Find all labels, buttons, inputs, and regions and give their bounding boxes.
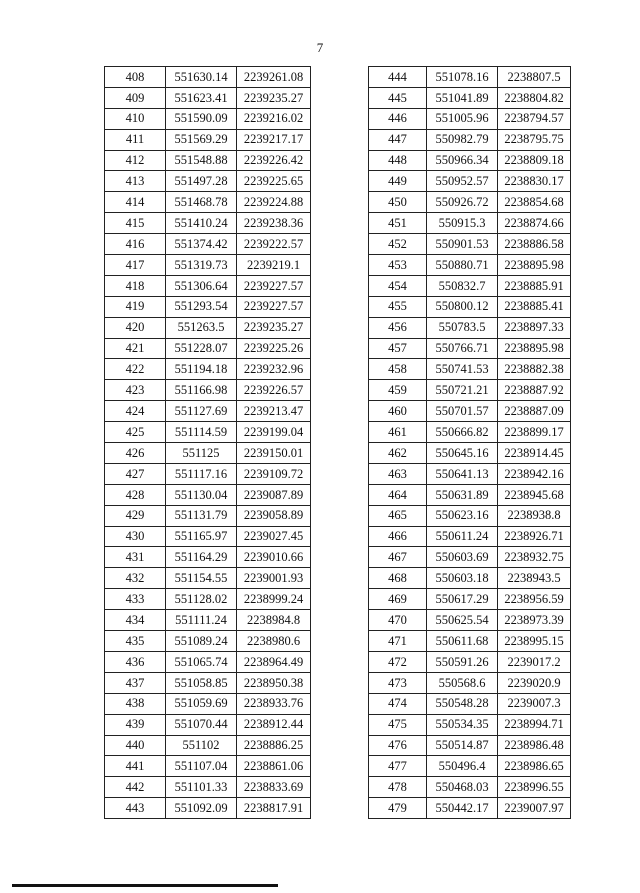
x-coordinate-cell: 551630.14: [166, 67, 237, 88]
point-number-cell: 428: [105, 484, 166, 505]
table-row: [105, 234, 311, 255]
table-row: [105, 338, 311, 359]
y-coordinate-cell: 2239087.89: [237, 484, 311, 505]
table-row: [369, 735, 571, 756]
x-coordinate-cell: 550468.03: [427, 777, 498, 798]
table-row: [105, 672, 311, 693]
x-coordinate-cell: 550611.24: [427, 526, 498, 547]
table-row: [369, 67, 571, 88]
point-number-cell: 429: [105, 505, 166, 526]
point-number-cell: 422: [105, 359, 166, 380]
x-coordinate-cell: 551154.55: [166, 568, 237, 589]
y-coordinate-cell: 2238833.69: [237, 777, 311, 798]
point-number-cell: 437: [105, 672, 166, 693]
table-row: [105, 443, 311, 464]
x-coordinate-cell: 551590.09: [166, 108, 237, 129]
y-coordinate-cell: 2238804.82: [498, 87, 571, 108]
table-row: [369, 693, 571, 714]
y-coordinate-cell: 2239020.9: [498, 672, 571, 693]
x-coordinate-cell: 551165.97: [166, 526, 237, 547]
x-coordinate-cell: 550783.5: [427, 317, 498, 338]
y-coordinate-cell: 2238794.57: [498, 108, 571, 129]
x-coordinate-cell: 550623.16: [427, 505, 498, 526]
point-number-cell: 447: [369, 129, 427, 150]
y-coordinate-cell: 2238980.6: [237, 631, 311, 652]
table-row: [105, 422, 311, 443]
point-number-cell: 459: [369, 380, 427, 401]
point-number-cell: 455: [369, 296, 427, 317]
x-coordinate-cell: 551101.33: [166, 777, 237, 798]
table-row: [105, 589, 311, 610]
y-coordinate-cell: 2238874.66: [498, 213, 571, 234]
point-number-cell: 477: [369, 756, 427, 777]
coordinates-table-left: [104, 66, 311, 819]
y-coordinate-cell: 2238886.58: [498, 234, 571, 255]
x-coordinate-cell: 551125: [166, 443, 237, 464]
table-row: [369, 87, 571, 108]
point-number-cell: 466: [369, 526, 427, 547]
y-coordinate-cell: 2239007.3: [498, 693, 571, 714]
y-coordinate-cell: 2238956.59: [498, 589, 571, 610]
point-number-cell: 420: [105, 317, 166, 338]
table-row: [105, 651, 311, 672]
point-number-cell: 430: [105, 526, 166, 547]
x-coordinate-cell: 551468.78: [166, 192, 237, 213]
x-coordinate-cell: 551127.69: [166, 401, 237, 422]
y-coordinate-cell: 2238914.45: [498, 443, 571, 464]
table-row: [105, 798, 311, 819]
point-number-cell: 471: [369, 631, 427, 652]
table-row: [369, 296, 571, 317]
table-row: [369, 129, 571, 150]
table-row: [105, 108, 311, 129]
y-coordinate-cell: 2238933.76: [237, 693, 311, 714]
y-coordinate-cell: 2239222.57: [237, 234, 311, 255]
point-number-cell: 411: [105, 129, 166, 150]
point-number-cell: 463: [369, 463, 427, 484]
y-coordinate-cell: 2238950.38: [237, 672, 311, 693]
point-number-cell: 417: [105, 255, 166, 276]
point-number-cell: 443: [105, 798, 166, 819]
y-coordinate-cell: 2238897.33: [498, 317, 571, 338]
y-coordinate-cell: 2239238.36: [237, 213, 311, 234]
x-coordinate-cell: 550631.89: [427, 484, 498, 505]
y-coordinate-cell: 2238995.15: [498, 631, 571, 652]
table-row: [369, 568, 571, 589]
point-number-cell: 479: [369, 798, 427, 819]
table-row: [369, 672, 571, 693]
table-row: [369, 108, 571, 129]
y-coordinate-cell: 2238887.09: [498, 401, 571, 422]
x-coordinate-cell: 550645.16: [427, 443, 498, 464]
point-number-cell: 432: [105, 568, 166, 589]
table-row: [369, 526, 571, 547]
point-number-cell: 453: [369, 255, 427, 276]
x-coordinate-cell: 551058.85: [166, 672, 237, 693]
point-number-cell: 456: [369, 317, 427, 338]
y-coordinate-cell: 2238973.39: [498, 610, 571, 631]
x-coordinate-cell: 550832.7: [427, 275, 498, 296]
x-coordinate-cell: 550603.69: [427, 547, 498, 568]
point-number-cell: 441: [105, 756, 166, 777]
point-number-cell: 452: [369, 234, 427, 255]
point-number-cell: 474: [369, 693, 427, 714]
x-coordinate-cell: 550741.53: [427, 359, 498, 380]
table-row: [369, 798, 571, 819]
x-coordinate-cell: 550800.12: [427, 296, 498, 317]
y-coordinate-cell: 2239235.27: [237, 87, 311, 108]
y-coordinate-cell: 2239225.26: [237, 338, 311, 359]
point-number-cell: 451: [369, 213, 427, 234]
y-coordinate-cell: 2239216.02: [237, 108, 311, 129]
point-number-cell: 412: [105, 150, 166, 171]
table-row: [105, 275, 311, 296]
point-number-cell: 435: [105, 631, 166, 652]
table-row: [369, 589, 571, 610]
x-coordinate-cell: 551078.16: [427, 67, 498, 88]
table-row: [105, 317, 311, 338]
point-number-cell: 445: [369, 87, 427, 108]
x-coordinate-cell: 551107.04: [166, 756, 237, 777]
table-row: [105, 463, 311, 484]
point-number-cell: 464: [369, 484, 427, 505]
y-coordinate-cell: 2238885.91: [498, 275, 571, 296]
point-number-cell: 408: [105, 67, 166, 88]
y-coordinate-cell: 2238885.41: [498, 296, 571, 317]
y-coordinate-cell: 2238984.8: [237, 610, 311, 631]
point-number-cell: 478: [369, 777, 427, 798]
x-coordinate-cell: 551130.04: [166, 484, 237, 505]
point-number-cell: 410: [105, 108, 166, 129]
table-body-left: [105, 67, 311, 819]
y-coordinate-cell: 2239017.2: [498, 651, 571, 672]
y-coordinate-cell: 2238809.18: [498, 150, 571, 171]
y-coordinate-cell: 2238994.71: [498, 714, 571, 735]
table-row: [369, 171, 571, 192]
y-coordinate-cell: 2238999.24: [237, 589, 311, 610]
x-coordinate-cell: 550442.17: [427, 798, 498, 819]
y-coordinate-cell: 2238882.38: [498, 359, 571, 380]
x-coordinate-cell: 550766.71: [427, 338, 498, 359]
x-coordinate-cell: 550721.21: [427, 380, 498, 401]
point-number-cell: 421: [105, 338, 166, 359]
table-row: [369, 547, 571, 568]
x-coordinate-cell: 550701.57: [427, 401, 498, 422]
x-coordinate-cell: 551059.69: [166, 693, 237, 714]
y-coordinate-cell: 2239199.04: [237, 422, 311, 443]
table-row: [369, 192, 571, 213]
point-number-cell: 442: [105, 777, 166, 798]
point-number-cell: 434: [105, 610, 166, 631]
x-coordinate-cell: 551117.16: [166, 463, 237, 484]
table-row: [369, 505, 571, 526]
point-number-cell: 454: [369, 275, 427, 296]
y-coordinate-cell: 2238895.98: [498, 338, 571, 359]
x-coordinate-cell: 551102: [166, 735, 237, 756]
y-coordinate-cell: 2238912.44: [237, 714, 311, 735]
y-coordinate-cell: 2239224.88: [237, 192, 311, 213]
y-coordinate-cell: 2238830.17: [498, 171, 571, 192]
x-coordinate-cell: 550603.18: [427, 568, 498, 589]
x-coordinate-cell: 550611.68: [427, 631, 498, 652]
point-number-cell: 419: [105, 296, 166, 317]
table-row: [369, 631, 571, 652]
y-coordinate-cell: 2239225.65: [237, 171, 311, 192]
y-coordinate-cell: 2239010.66: [237, 547, 311, 568]
x-coordinate-cell: 550952.57: [427, 171, 498, 192]
x-coordinate-cell: 550926.72: [427, 192, 498, 213]
table-row: [105, 359, 311, 380]
point-number-cell: 439: [105, 714, 166, 735]
y-coordinate-cell: 2238938.8: [498, 505, 571, 526]
point-number-cell: 415: [105, 213, 166, 234]
x-coordinate-cell: 551092.09: [166, 798, 237, 819]
x-coordinate-cell: 551548.88: [166, 150, 237, 171]
x-coordinate-cell: 550880.71: [427, 255, 498, 276]
y-coordinate-cell: 2238886.25: [237, 735, 311, 756]
table-row: [369, 610, 571, 631]
x-coordinate-cell: 550966.34: [427, 150, 498, 171]
point-number-cell: 465: [369, 505, 427, 526]
table-body-right: [369, 67, 571, 819]
table-row: [369, 317, 571, 338]
x-coordinate-cell: 550641.13: [427, 463, 498, 484]
point-number-cell: 448: [369, 150, 427, 171]
table-row: [105, 735, 311, 756]
point-number-cell: 423: [105, 380, 166, 401]
point-number-cell: 427: [105, 463, 166, 484]
table-row: [369, 443, 571, 464]
table-row: [105, 568, 311, 589]
table-row: [105, 87, 311, 108]
y-coordinate-cell: 2239226.42: [237, 150, 311, 171]
point-number-cell: 460: [369, 401, 427, 422]
table-row: [105, 213, 311, 234]
point-number-cell: 475: [369, 714, 427, 735]
table-row: [105, 693, 311, 714]
point-number-cell: 431: [105, 547, 166, 568]
table-row: [369, 275, 571, 296]
x-coordinate-cell: 550591.26: [427, 651, 498, 672]
point-number-cell: 462: [369, 443, 427, 464]
point-number-cell: 438: [105, 693, 166, 714]
table-row: [105, 547, 311, 568]
y-coordinate-cell: 2238887.92: [498, 380, 571, 401]
table-row: [369, 150, 571, 171]
y-coordinate-cell: 2238943.5: [498, 568, 571, 589]
y-coordinate-cell: 2239109.72: [237, 463, 311, 484]
point-number-cell: 468: [369, 568, 427, 589]
table-row: [105, 631, 311, 652]
x-coordinate-cell: 550617.29: [427, 589, 498, 610]
y-coordinate-cell: 2238964.49: [237, 651, 311, 672]
y-coordinate-cell: 2238932.75: [498, 547, 571, 568]
table-row: [105, 756, 311, 777]
page-number: 7: [316, 40, 324, 55]
point-number-cell: 458: [369, 359, 427, 380]
y-coordinate-cell: 2239217.17: [237, 129, 311, 150]
x-coordinate-cell: 551065.74: [166, 651, 237, 672]
point-number-cell: 416: [105, 234, 166, 255]
y-coordinate-cell: 2239150.01: [237, 443, 311, 464]
point-number-cell: 426: [105, 443, 166, 464]
x-coordinate-cell: 550625.54: [427, 610, 498, 631]
point-number-cell: 436: [105, 651, 166, 672]
table-row: [105, 129, 311, 150]
coordinates-table-right: [368, 66, 571, 819]
footer-rule: [12, 884, 278, 887]
y-coordinate-cell: 2239007.97: [498, 798, 571, 819]
y-coordinate-cell: 2239227.57: [237, 296, 311, 317]
point-number-cell: 476: [369, 735, 427, 756]
table-row: [369, 234, 571, 255]
table-row: [369, 651, 571, 672]
x-coordinate-cell: 551128.02: [166, 589, 237, 610]
table-row: [105, 505, 311, 526]
x-coordinate-cell: 551410.24: [166, 213, 237, 234]
y-coordinate-cell: 2238942.16: [498, 463, 571, 484]
table-row: [105, 401, 311, 422]
y-coordinate-cell: 2238854.68: [498, 192, 571, 213]
point-number-cell: 461: [369, 422, 427, 443]
point-number-cell: 414: [105, 192, 166, 213]
y-coordinate-cell: 2238996.55: [498, 777, 571, 798]
point-number-cell: 433: [105, 589, 166, 610]
y-coordinate-cell: 2238899.17: [498, 422, 571, 443]
point-number-cell: 413: [105, 171, 166, 192]
table-row: [369, 714, 571, 735]
y-coordinate-cell: 2238945.68: [498, 484, 571, 505]
y-coordinate-cell: 2238817.91: [237, 798, 311, 819]
point-number-cell: 425: [105, 422, 166, 443]
x-coordinate-cell: 551111.24: [166, 610, 237, 631]
point-number-cell: 446: [369, 108, 427, 129]
y-coordinate-cell: 2239232.96: [237, 359, 311, 380]
table-row: [369, 756, 571, 777]
x-coordinate-cell: 551374.42: [166, 234, 237, 255]
point-number-cell: 469: [369, 589, 427, 610]
x-coordinate-cell: 551623.41: [166, 87, 237, 108]
x-coordinate-cell: 551166.98: [166, 380, 237, 401]
table-row: [369, 255, 571, 276]
x-coordinate-cell: 550666.82: [427, 422, 498, 443]
x-coordinate-cell: 551319.73: [166, 255, 237, 276]
y-coordinate-cell: 2239213.47: [237, 401, 311, 422]
y-coordinate-cell: 2239235.27: [237, 317, 311, 338]
x-coordinate-cell: 551497.28: [166, 171, 237, 192]
x-coordinate-cell: 551569.29: [166, 129, 237, 150]
y-coordinate-cell: 2238986.48: [498, 735, 571, 756]
table-row: [105, 255, 311, 276]
x-coordinate-cell: 551293.54: [166, 296, 237, 317]
x-coordinate-cell: 551089.24: [166, 631, 237, 652]
y-coordinate-cell: 2238807.5: [498, 67, 571, 88]
x-coordinate-cell: 550548.28: [427, 693, 498, 714]
table-row: [369, 359, 571, 380]
y-coordinate-cell: 2239058.89: [237, 505, 311, 526]
y-coordinate-cell: 2238926.71: [498, 526, 571, 547]
x-coordinate-cell: 551070.44: [166, 714, 237, 735]
table-row: [105, 380, 311, 401]
x-coordinate-cell: 550901.53: [427, 234, 498, 255]
y-coordinate-cell: 2239261.08: [237, 67, 311, 88]
table-row: [105, 150, 311, 171]
x-coordinate-cell: 551228.07: [166, 338, 237, 359]
y-coordinate-cell: 2238895.98: [498, 255, 571, 276]
point-number-cell: 457: [369, 338, 427, 359]
point-number-cell: 467: [369, 547, 427, 568]
y-coordinate-cell: 2239227.57: [237, 275, 311, 296]
y-coordinate-cell: 2238986.65: [498, 756, 571, 777]
point-number-cell: 472: [369, 651, 427, 672]
x-coordinate-cell: 551164.29: [166, 547, 237, 568]
table-row: [369, 338, 571, 359]
x-coordinate-cell: 550496.4: [427, 756, 498, 777]
table-row: [105, 526, 311, 547]
x-coordinate-cell: 550982.79: [427, 129, 498, 150]
y-coordinate-cell: 2238861.06: [237, 756, 311, 777]
x-coordinate-cell: 550514.87: [427, 735, 498, 756]
x-coordinate-cell: 551306.64: [166, 275, 237, 296]
point-number-cell: 440: [105, 735, 166, 756]
x-coordinate-cell: 551131.79: [166, 505, 237, 526]
table-row: [105, 484, 311, 505]
x-coordinate-cell: 551041.89: [427, 87, 498, 108]
point-number-cell: 418: [105, 275, 166, 296]
point-number-cell: 470: [369, 610, 427, 631]
table-row: [105, 714, 311, 735]
table-row: [369, 213, 571, 234]
x-coordinate-cell: 550915.3: [427, 213, 498, 234]
y-coordinate-cell: 2238795.75: [498, 129, 571, 150]
table-row: [105, 192, 311, 213]
y-coordinate-cell: 2239226.57: [237, 380, 311, 401]
point-number-cell: 424: [105, 401, 166, 422]
table-row: [105, 777, 311, 798]
table-row: [369, 463, 571, 484]
point-number-cell: 450: [369, 192, 427, 213]
x-coordinate-cell: 551005.96: [427, 108, 498, 129]
y-coordinate-cell: 2239219.1: [237, 255, 311, 276]
table-row: [105, 296, 311, 317]
table-row: [369, 401, 571, 422]
table-row: [105, 171, 311, 192]
x-coordinate-cell: 550534.35: [427, 714, 498, 735]
x-coordinate-cell: 551114.59: [166, 422, 237, 443]
x-coordinate-cell: 550568.6: [427, 672, 498, 693]
table-row: [369, 422, 571, 443]
point-number-cell: 444: [369, 67, 427, 88]
table-row: [105, 67, 311, 88]
table-row: [369, 484, 571, 505]
point-number-cell: 409: [105, 87, 166, 108]
point-number-cell: 473: [369, 672, 427, 693]
table-row: [369, 777, 571, 798]
point-number-cell: 449: [369, 171, 427, 192]
y-coordinate-cell: 2239027.45: [237, 526, 311, 547]
x-coordinate-cell: 551194.18: [166, 359, 237, 380]
y-coordinate-cell: 2239001.93: [237, 568, 311, 589]
table-row: [369, 380, 571, 401]
x-coordinate-cell: 551263.5: [166, 317, 237, 338]
table-row: [105, 610, 311, 631]
